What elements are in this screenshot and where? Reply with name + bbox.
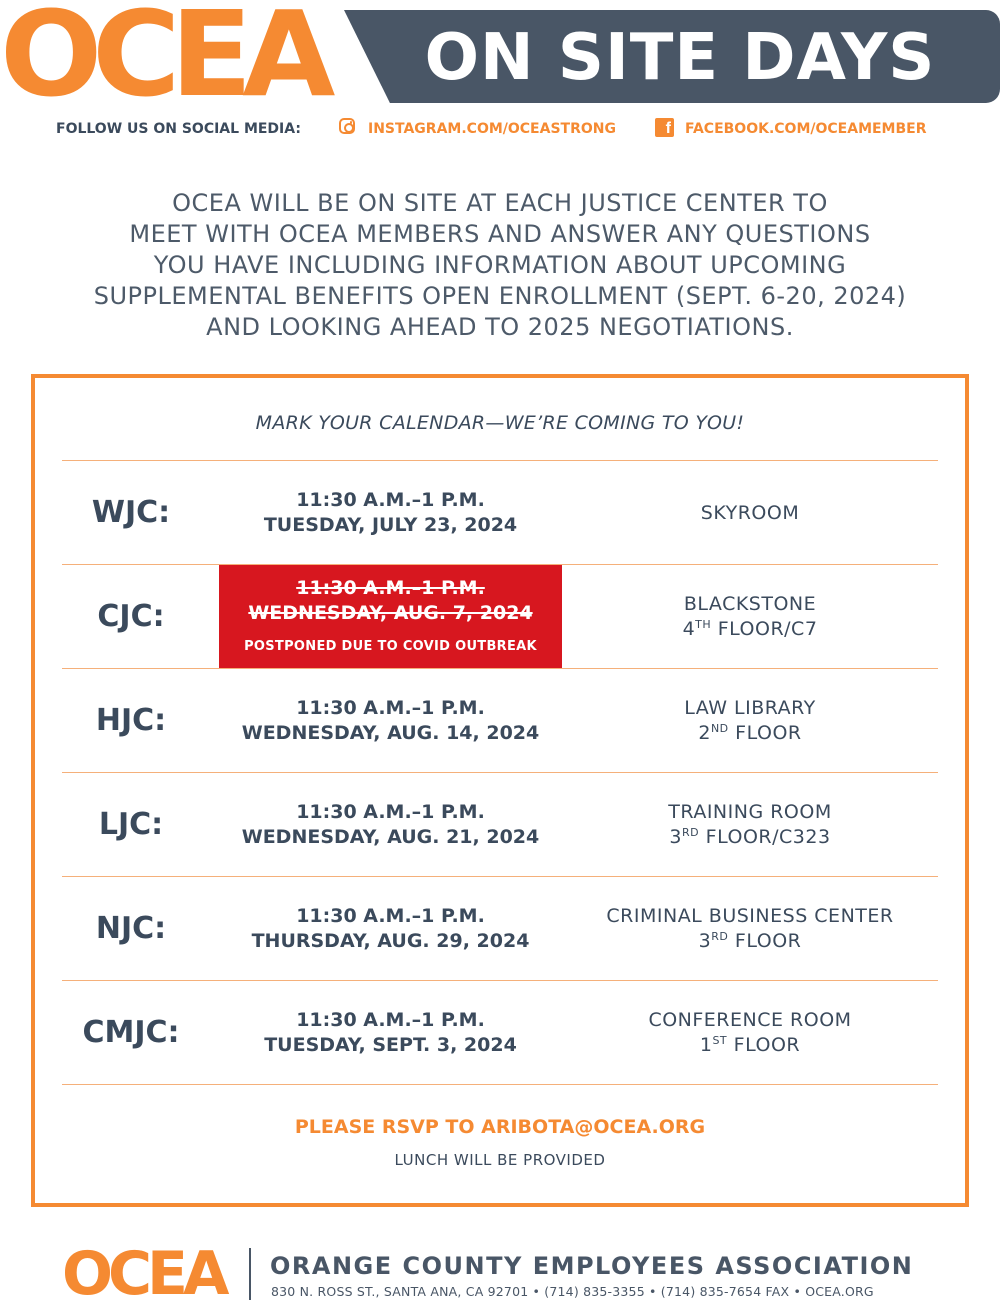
session-location bbox=[562, 565, 938, 669]
session-date: WEDNESDAY, AUG. 7, 2024 bbox=[248, 601, 533, 624]
location-name: CRIMINAL BUSINESS CENTER bbox=[606, 905, 894, 927]
site-code: HJC: bbox=[95, 703, 167, 738]
intro-line: SUPPLEMENTAL BENEFITS OPEN ENROLLMENT (SEPT. 6-20, 2024) bbox=[93, 282, 907, 310]
ordinal-suffix: ND bbox=[710, 722, 729, 735]
schedule-row-cjc bbox=[62, 565, 938, 669]
location-name: LAW LIBRARY bbox=[684, 697, 816, 719]
floor-detail: FLOOR bbox=[728, 930, 802, 952]
floor-number: 4 bbox=[682, 618, 696, 640]
session-time bbox=[219, 773, 562, 877]
session-date: WEDNESDAY, AUG. 21, 2024 bbox=[241, 826, 540, 848]
location-name: SKYROOM bbox=[700, 501, 800, 524]
session-date: WEDNESDAY, AUG. 14, 2024 bbox=[241, 722, 540, 744]
organization-name: ORANGE COUNTY EMPLOYEES ASSOCIATION bbox=[270, 1252, 914, 1280]
schedule-row-njc bbox=[62, 877, 938, 981]
ordinal-suffix: ST bbox=[712, 1034, 728, 1047]
session-location bbox=[562, 669, 938, 773]
session-date: THURSDAY, AUG. 29, 2024 bbox=[251, 930, 530, 952]
lunch-note: LUNCH WILL BE PROVIDED bbox=[394, 1151, 606, 1169]
time-range: 11:30 A.M.–1 P.M. bbox=[296, 801, 485, 823]
schedule-row-wjc bbox=[62, 461, 938, 565]
facebook-icon[interactable]: f bbox=[655, 118, 674, 137]
time-range: 11:30 A.M.–1 P.M. bbox=[296, 697, 485, 719]
schedule-row-hjc bbox=[62, 669, 938, 773]
site-code: CJC: bbox=[97, 599, 165, 634]
facebook-link[interactable]: FACEBOOK.COM/OCEAMEMBER bbox=[685, 121, 927, 137]
floor-number: 3 bbox=[669, 826, 683, 848]
time-range: 11:30 A.M.–1 P.M. bbox=[296, 576, 485, 599]
ordinal-suffix: RD bbox=[682, 826, 700, 839]
page-title: ON SITE DAYS bbox=[424, 21, 936, 95]
site-code: WJC: bbox=[91, 495, 171, 530]
rsvp-link[interactable]: PLEASE RSVP TO ARIBOTA@OCEA.ORG bbox=[294, 1116, 706, 1138]
session-location bbox=[562, 981, 938, 1085]
session-time bbox=[219, 669, 562, 773]
time-range: 11:30 A.M.–1 P.M. bbox=[296, 905, 485, 927]
session-time bbox=[219, 877, 562, 981]
location-floor bbox=[700, 1033, 800, 1058]
postponed-session bbox=[219, 565, 562, 669]
location-floor bbox=[698, 721, 801, 746]
site-code: CMJC: bbox=[82, 1015, 180, 1050]
contact-info: 830 N. ROSS ST., SANTA ANA, CA 92701 • (714) 835-3355 • (714) 835-7654 FAX • OCEA.ORG bbox=[271, 1284, 874, 1299]
ordinal-suffix: TH bbox=[695, 618, 712, 631]
location-floor bbox=[683, 617, 818, 642]
session-time bbox=[219, 461, 562, 565]
intro-line: YOU HAVE INCLUDING INFORMATION ABOUT UPCOMING bbox=[153, 251, 847, 279]
schedule-row-cmjc bbox=[62, 981, 938, 1085]
site-code: LJC: bbox=[98, 807, 164, 842]
session-location bbox=[562, 773, 938, 877]
floor-number: 1 bbox=[699, 1034, 713, 1056]
ordinal-suffix: RD bbox=[711, 930, 729, 943]
location-floor bbox=[669, 825, 830, 850]
session-time bbox=[219, 981, 562, 1085]
floor-detail: FLOOR bbox=[728, 722, 802, 744]
follow-label: FOLLOW US ON SOCIAL MEDIA: bbox=[56, 121, 301, 137]
intro-line: OCEA WILL BE ON SITE AT EACH JUSTICE CENTER TO bbox=[172, 189, 828, 217]
site-code: NJC: bbox=[95, 911, 167, 946]
session-location bbox=[562, 877, 938, 981]
intro-line: AND LOOKING AHEAD TO 2025 NEGOTIATIONS. bbox=[206, 313, 794, 341]
ocea-logo: OCEA bbox=[0, 0, 326, 123]
floor-detail: FLOOR bbox=[727, 1034, 801, 1056]
postponed-notice: POSTPONED DUE TO COVID OUTBREAK bbox=[244, 638, 537, 654]
floor-number: 3 bbox=[698, 930, 712, 952]
location-floor bbox=[699, 929, 802, 954]
instagram-icon[interactable] bbox=[339, 118, 355, 134]
location-name: TRAINING ROOM bbox=[668, 801, 832, 823]
intro-line: MEET WITH OCEA MEMBERS AND ANSWER ANY QUESTIONS bbox=[129, 220, 871, 248]
footer-logo: OCEA bbox=[62, 1239, 225, 1309]
session-location bbox=[562, 461, 938, 565]
footer-divider bbox=[249, 1248, 251, 1300]
location-name: CONFERENCE ROOM bbox=[648, 1009, 852, 1031]
floor-detail: FLOOR/C7 bbox=[711, 618, 818, 640]
floor-detail: FLOOR/C323 bbox=[699, 826, 831, 848]
session-date: TUESDAY, SEPT. 3, 2024 bbox=[264, 1034, 517, 1056]
time-range: 11:30 A.M.–1 P.M. bbox=[296, 1009, 485, 1031]
session-date: TUESDAY, JULY 23, 2024 bbox=[263, 514, 518, 536]
row-divider bbox=[62, 1084, 938, 1085]
floor-number: 2 bbox=[698, 722, 711, 744]
instagram-link[interactable]: INSTAGRAM.COM/OCEASTRONG bbox=[368, 121, 616, 137]
schedule-row-ljc bbox=[62, 773, 938, 877]
location-name: BLACKSTONE bbox=[683, 593, 817, 615]
schedule-heading: MARK YOUR CALENDAR—WE’RE COMING TO YOU! bbox=[255, 412, 745, 434]
intro-paragraph bbox=[30, 188, 970, 343]
time-range: 11:30 A.M.–1 P.M. bbox=[296, 489, 485, 511]
